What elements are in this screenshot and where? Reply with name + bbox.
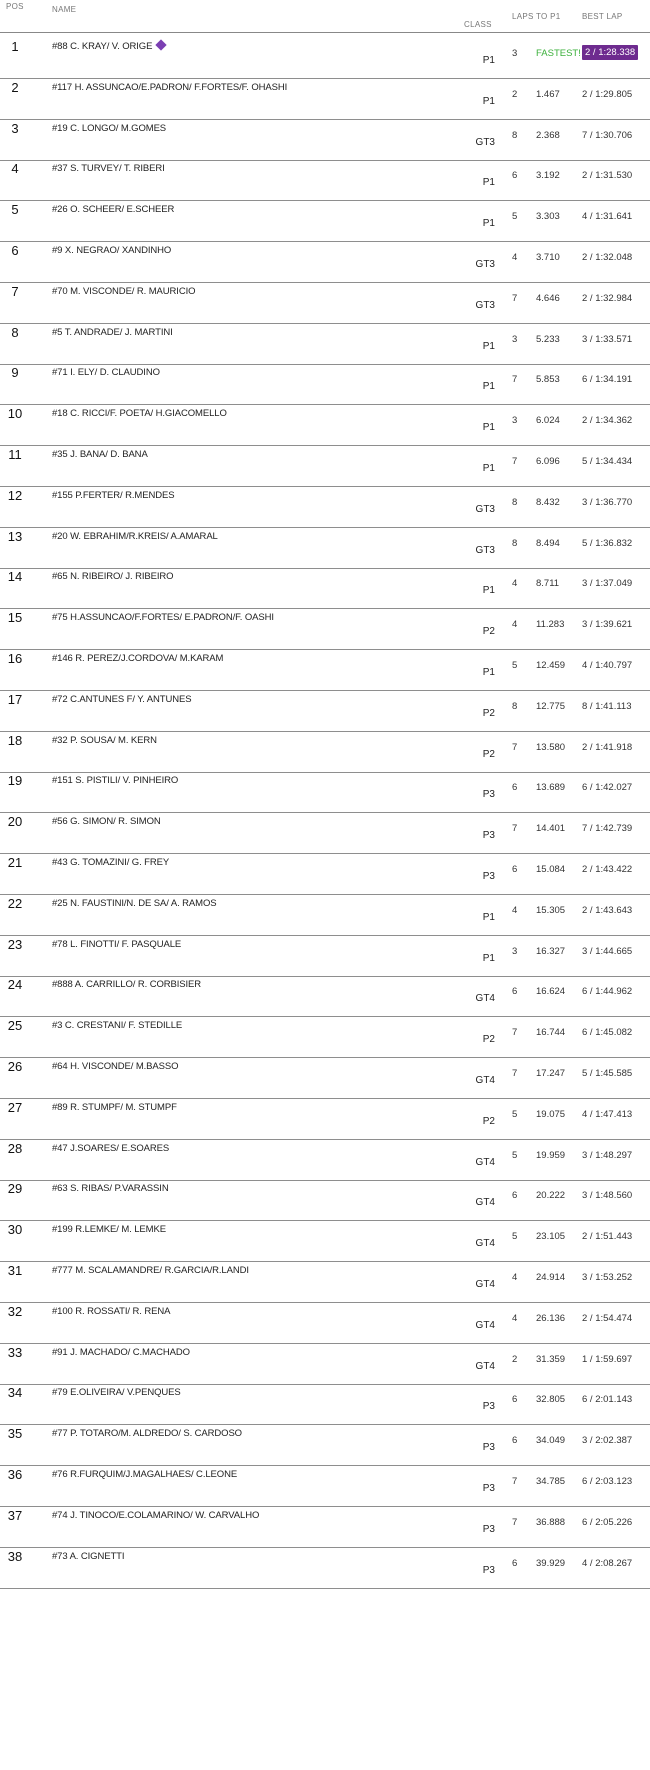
gap-to-p1-cell: 34.049	[536, 1435, 566, 1447]
driver-names-cell	[52, 735, 157, 746]
gap-to-p1-cell: 16.624	[536, 986, 566, 998]
driver-names-cell	[52, 531, 218, 542]
position-cell: 16	[7, 651, 23, 666]
driver-names-cell	[52, 612, 274, 623]
best-lap-cell: 2 / 1:32.048	[582, 252, 633, 263]
gap-to-p1-cell: 16.327	[536, 945, 566, 957]
class-cell: P2	[482, 707, 495, 719]
driver-names-text: #76 R.FURQUIM/J.MAGALHAES/ C.LEONE	[52, 1469, 238, 1480]
class-cell: GT3	[475, 544, 495, 556]
driver-names-text: #75 H.ASSUNCAO/F.FORTES/ E.PADRON/F. OASHI	[52, 612, 274, 624]
gap-to-p1-cell: 39.929	[536, 1557, 566, 1569]
driver-names-cell	[52, 367, 160, 378]
gap-to-p1-cell: 31.359	[536, 1353, 566, 1365]
position-cell: 11	[8, 447, 22, 462]
gap-to-p1-cell: 1.467	[536, 88, 560, 100]
gap-to-p1-cell: FASTEST!	[536, 48, 581, 59]
driver-names-cell	[52, 1387, 181, 1398]
driver-names-text: #20 W. EBRAHIM/R.KREIS/ A.AMARAL	[52, 530, 218, 542]
gap-to-p1-cell: 3.710	[536, 252, 560, 263]
driver-names-cell	[52, 979, 201, 990]
best-lap-cell: 2 / 1:54.474	[582, 1312, 633, 1324]
gap-to-p1-cell: 6.024	[536, 415, 560, 427]
class-cell: P3	[482, 1564, 495, 1576]
gap-to-p1-cell: 15.084	[536, 864, 566, 875]
laps-cell: 5	[512, 1149, 518, 1161]
gap-to-p1-cell: 2.368	[536, 129, 560, 141]
driver-names-text: #100 R. ROSSATI/ R. RENA	[52, 1305, 171, 1317]
driver-names-cell	[52, 571, 173, 582]
gap-to-p1-cell: 3.192	[536, 170, 560, 182]
driver-names-text: #78 L. FINOTTI/ F. PASQUALE	[52, 938, 182, 950]
best-lap-cell: 3 / 2:02.387	[582, 1435, 633, 1447]
class-cell: P1	[482, 463, 495, 474]
driver-names-text: #47 J.SOARES/ E.SOARES	[52, 1142, 170, 1154]
best-lap-cell: 4 / 1:40.797	[582, 660, 633, 671]
gap-to-p1-cell: 36.888	[536, 1516, 566, 1528]
driver-names-cell	[52, 653, 223, 664]
gap-to-p1-cell: 12.459	[536, 660, 566, 671]
laps-cell: 7	[512, 1027, 518, 1039]
driver-names-cell	[52, 1306, 170, 1317]
laps-cell: 6	[512, 1557, 518, 1569]
gap-to-p1-cell: 13.580	[536, 741, 566, 753]
driver-names-text: #74 J. TINOCO/E.COLAMARINO/ W. CARVALHO	[52, 1509, 260, 1521]
best-lap-cell: 3 / 1:48.560	[582, 1190, 633, 1202]
driver-names-cell	[52, 327, 173, 338]
driver-names-text: #37 S. TURVEY/ T. RIBERI	[52, 163, 165, 175]
class-cell: P1	[482, 55, 495, 66]
class-cell: GT3	[475, 136, 495, 148]
header-name: NAME	[52, 5, 77, 14]
class-cell: GT4	[475, 1238, 495, 1250]
laps-cell: 5	[512, 660, 518, 671]
gap-to-p1-cell: 8.711	[536, 578, 560, 590]
gap-to-p1-cell: 20.222	[536, 1190, 566, 1202]
driver-names-text: #65 N. RIBEIRO/ J. RIBEIRO	[52, 571, 174, 583]
best-lap-cell: 6 / 2:05.226	[582, 1516, 633, 1528]
driver-names-cell	[52, 449, 148, 460]
driver-names-text: #19 C. LONGO/ M.GOMES	[52, 122, 167, 134]
laps-cell: 6	[512, 170, 518, 182]
gap-to-p1-cell: 11.283	[536, 619, 565, 631]
best-lap-cell: 7 / 1:30.706	[582, 129, 633, 141]
best-lap-cell: 6 / 1:44.962	[582, 986, 633, 998]
laps-cell: 3	[512, 415, 518, 427]
class-cell: GT4	[475, 1279, 495, 1290]
position-cell: 25	[7, 1018, 23, 1034]
best-lap-cell: 6 / 2:03.123	[582, 1476, 633, 1487]
class-cell: P1	[482, 667, 495, 678]
class-cell: GT4	[475, 1197, 495, 1209]
laps-cell: 7	[512, 1516, 518, 1528]
gap-to-p1-cell: 5.853	[536, 374, 560, 386]
driver-names-text: #26 O. SCHEER/ E.SCHEER	[52, 204, 175, 216]
driver-names-cell	[52, 1224, 166, 1235]
driver-names-text: #888 A. CARRILLO/ R. CORBISIER	[52, 979, 202, 991]
table-row[interactable]	[0, 1542, 650, 1589]
class-cell: P2	[482, 1115, 495, 1127]
driver-names-cell	[52, 1143, 169, 1154]
position-cell: 14	[7, 569, 23, 585]
laps-cell: 3	[512, 945, 518, 957]
best-lap-cell: 2 / 1:29.805	[582, 88, 633, 100]
gap-to-p1-cell: 4.646	[536, 292, 560, 304]
position-cell: 28	[7, 1140, 23, 1156]
gap-to-p1-cell: 5.233	[536, 333, 560, 345]
best-lap-cell: 2 / 1:43.422	[582, 864, 633, 875]
driver-names-text: #18 C. RICCI/F. POETA/ H.GIACOMELLO	[52, 408, 227, 420]
driver-names-cell	[52, 1102, 177, 1113]
laps-cell: 6	[512, 1190, 518, 1202]
position-cell: 10	[7, 406, 23, 422]
laps-cell: 7	[512, 741, 518, 753]
driver-names-text: #151 S. PISTILI/ V. PINHEIRO	[52, 775, 179, 787]
class-cell: P3	[482, 830, 495, 842]
driver-names-text: #70 M. VISCONDE/ R. MAURICIO	[52, 285, 196, 297]
best-lap-cell: 6 / 2:01.143	[582, 1394, 633, 1406]
driver-names-text: #155 P.FERTER/ R.MENDES	[52, 489, 175, 501]
driver-names-cell	[52, 245, 171, 256]
driver-names-text: #32 P. SOUSA/ M. KERN	[52, 734, 157, 746]
gap-to-p1-cell: 16.744	[536, 1027, 566, 1039]
driver-names-text: #64 H. VISCONDE/ M.BASSO	[52, 1061, 179, 1072]
best-lap-cell: 3 / 1:33.571	[582, 333, 633, 345]
class-cell: GT3	[475, 503, 495, 515]
class-cell: P2	[482, 1034, 495, 1046]
driver-names-cell	[52, 82, 287, 93]
gap-to-p1-cell: 24.914	[536, 1272, 566, 1283]
gap-to-p1-cell: 3.303	[536, 211, 560, 223]
driver-names-cell	[52, 1551, 124, 1562]
driver-names-cell	[52, 490, 174, 501]
class-cell: P3	[482, 1401, 495, 1413]
best-lap-cell: 8 / 1:41.113	[582, 700, 632, 712]
class-cell: P2	[482, 626, 495, 638]
gap-to-p1-cell: 8.494	[536, 537, 560, 549]
best-lap-cell: 3 / 1:36.770	[582, 496, 633, 508]
laps-cell: 3	[512, 48, 518, 59]
gap-to-p1-cell: 14.401	[536, 823, 566, 835]
position-cell: 38	[7, 1548, 23, 1564]
driver-names-cell	[52, 1510, 259, 1521]
table-header	[0, 0, 650, 33]
class-cell: P3	[482, 789, 495, 801]
laps-cell: 8	[512, 537, 518, 549]
driver-names-text: #77 P. TOTARO/M. ALDREDO/ S. CARDOSO	[52, 1428, 242, 1440]
position-cell: 36	[7, 1467, 23, 1482]
laps-cell: 4	[512, 619, 518, 631]
laps-cell: 2	[512, 1353, 518, 1365]
driver-names-cell	[52, 775, 178, 786]
best-lap-cell: 6 / 1:34.191	[582, 374, 633, 386]
driver-names-cell	[52, 1183, 169, 1194]
class-cell: P3	[482, 1483, 495, 1494]
best-lap-cell: 2 / 1:31.530	[582, 170, 633, 182]
class-cell: GT3	[475, 299, 495, 311]
driver-names-cell	[52, 286, 195, 297]
laps-cell: 7	[512, 823, 518, 835]
position-cell: 8	[11, 324, 19, 340]
best-lap-cell: 7 / 1:42.739	[582, 823, 633, 835]
position-cell: 26	[7, 1059, 23, 1074]
position-cell: 22	[7, 895, 23, 911]
class-cell: P3	[482, 871, 495, 882]
class-cell: GT4	[475, 993, 495, 1005]
class-cell: P1	[482, 177, 495, 189]
class-cell: P2	[482, 748, 495, 760]
driver-names-text: #71 I. ELY/ D. CLAUDINO	[52, 367, 160, 379]
best-lap-cell: 4 / 2:08.267	[582, 1557, 633, 1569]
position-cell: 5	[11, 202, 19, 218]
gap-to-p1-cell: 17.247	[536, 1068, 566, 1079]
gap-to-p1-cell: 13.689	[536, 782, 566, 794]
laps-cell: 8	[512, 700, 518, 712]
position-cell: 23	[7, 936, 23, 952]
driver-names-text: #88 C. KRAY/ V. ORIGE	[52, 41, 153, 52]
laps-cell: 6	[512, 864, 518, 875]
driver-names-cell	[52, 1428, 242, 1439]
driver-names-text: #79 E.OLIVEIRA/ V.PENQUES	[52, 1387, 181, 1399]
laps-cell: 6	[512, 986, 518, 998]
class-cell: P1	[482, 218, 495, 230]
position-cell: 20	[7, 814, 23, 830]
laps-cell: 8	[512, 496, 518, 508]
best-lap-cell: 6 / 1:45.082	[582, 1027, 633, 1039]
laps-cell: 7	[512, 456, 518, 467]
driver-names-cell	[52, 816, 161, 827]
driver-names-cell	[52, 694, 192, 705]
laps-cell: 6	[512, 1394, 518, 1406]
driver-names-cell	[52, 1061, 178, 1072]
position-cell: 27	[7, 1099, 23, 1115]
driver-names-text: #5 T. ANDRADE/ J. MARTINI	[52, 326, 173, 338]
best-lap-cell: 2 / 1:41.918	[582, 741, 633, 753]
driver-names-text: #146 R. PEREZ/J.CORDOVA/ M.KARAM	[52, 653, 224, 664]
laps-cell: 5	[512, 211, 518, 223]
position-cell: 33	[7, 1344, 23, 1360]
best-lap-cell: 3 / 1:39.621	[582, 619, 633, 631]
class-cell: GT4	[475, 1319, 495, 1331]
position-cell: 6	[11, 243, 19, 258]
laps-cell: 8	[512, 129, 518, 141]
position-cell: 35	[7, 1426, 23, 1442]
header-class: CLASS	[464, 20, 492, 29]
best-lap-cell: 3 / 1:37.049	[582, 578, 633, 590]
position-cell: 32	[7, 1303, 23, 1319]
position-cell: 17	[7, 691, 23, 707]
position-cell: 9	[11, 365, 19, 381]
position-cell: 24	[7, 977, 23, 993]
driver-names-cell	[52, 163, 165, 174]
position-cell: 37	[7, 1507, 23, 1523]
position-cell: 31	[7, 1263, 23, 1278]
position-cell: 1	[11, 39, 19, 54]
gap-to-p1-cell: 19.959	[536, 1149, 566, 1161]
best-lap-cell: 3 / 1:53.252	[582, 1272, 633, 1283]
best-lap-cell: 5 / 1:36.832	[582, 537, 633, 549]
best-lap-cell: 2 / 1:32.984	[582, 292, 633, 304]
driver-names-cell	[52, 1347, 190, 1358]
position-cell: 18	[7, 732, 23, 748]
driver-names-text: #25 N. FAUSTINI/N. DE SA/ A. RAMOS	[52, 897, 217, 909]
gap-to-p1-cell: 6.096	[536, 456, 560, 467]
laps-cell: 3	[512, 333, 518, 345]
header-laps: LAPS	[512, 12, 534, 21]
driver-names-cell	[52, 204, 174, 215]
driver-names-text: #777 M. SCALAMANDRE/ R.GARCIA/R.LANDI	[52, 1265, 249, 1276]
position-cell: 7	[11, 283, 19, 299]
position-cell: 3	[11, 120, 19, 136]
gap-to-p1-cell: 12.775	[536, 700, 566, 712]
class-cell: P3	[482, 1523, 495, 1535]
driver-names-text: #73 A. CIGNETTI	[52, 1550, 125, 1562]
driver-names-text: #199 R.LEMKE/ M. LEMKE	[52, 1224, 166, 1236]
class-cell: P1	[482, 95, 495, 107]
position-cell: 13	[7, 528, 23, 544]
laps-cell: 4	[512, 904, 518, 916]
position-cell: 12	[7, 487, 23, 503]
laps-cell: 4	[512, 578, 518, 590]
driver-names-text: #35 J. BANA/ D. BANA	[52, 449, 148, 460]
class-cell: P1	[482, 381, 495, 393]
driver-names-text: #89 R. STUMPF/ M. STUMPF	[52, 1101, 177, 1113]
laps-cell: 7	[512, 1068, 518, 1079]
best-lap-cell: 2 / 1:51.443	[582, 1231, 633, 1243]
class-cell: GT4	[475, 1075, 495, 1086]
laps-cell: 5	[512, 1231, 518, 1243]
best-lap-cell: 5 / 1:34.434	[582, 456, 633, 467]
driver-names-text: #56 G. SIMON/ R. SIMON	[52, 816, 161, 828]
laps-cell: 4	[512, 1312, 518, 1324]
driver-names-cell	[52, 1469, 237, 1480]
driver-names-text: #63 S. RIBAS/ P.VARASSIN	[52, 1183, 169, 1195]
driver-names-text: #9 X. NEGRAO/ XANDINHO	[52, 245, 172, 256]
class-cell: P1	[482, 585, 495, 597]
best-lap-cell: 4 / 1:47.413	[582, 1108, 633, 1120]
best-lap-cell: 3 / 1:44.665	[582, 945, 633, 957]
gap-to-p1-cell: 34.785	[536, 1476, 566, 1487]
header-to-p1: TO P1	[536, 12, 561, 21]
driver-names-text: #3 C. CRESTANI/ F. STEDILLE	[52, 1020, 183, 1032]
gap-to-p1-cell: 15.305	[536, 904, 566, 916]
best-lap-cell: 4 / 1:31.641	[582, 211, 633, 223]
laps-cell: 6	[512, 1435, 518, 1447]
gap-to-p1-cell: 26.136	[536, 1312, 566, 1324]
position-cell: 2	[11, 79, 19, 95]
gap-to-p1-cell: 8.432	[536, 496, 560, 508]
gap-to-p1-cell: 32.805	[536, 1394, 566, 1406]
laps-cell: 7	[512, 1476, 518, 1487]
best-lap-cell: 2 / 1:34.362	[582, 415, 633, 427]
best-lap-cell: 1 / 1:59.697	[582, 1353, 633, 1365]
position-cell: 21	[7, 855, 23, 870]
class-cell: P1	[482, 952, 495, 964]
header-pos: POS	[6, 2, 24, 11]
driver-names-cell	[52, 939, 181, 950]
laps-cell: 6	[512, 782, 518, 794]
position-cell: 29	[7, 1181, 23, 1197]
driver-names-cell	[52, 408, 227, 419]
driver-names-cell	[52, 1020, 182, 1031]
driver-names-text: #72 C.ANTUNES F/ Y. ANTUNES	[52, 693, 192, 705]
class-cell: P1	[482, 340, 495, 352]
driver-names-cell	[52, 898, 216, 909]
laps-cell: 7	[512, 374, 518, 386]
laps-cell: 5	[512, 1108, 518, 1120]
best-lap-cell: 2 / 1:43.643	[582, 904, 633, 916]
driver-names-cell	[52, 1265, 249, 1276]
class-cell: P3	[482, 1442, 495, 1454]
driver-names-text: #117 H. ASSUNCAO/E.PADRON/ F.FORTES/F. OHASHI	[52, 81, 288, 93]
fastest-diamond-icon	[156, 39, 167, 50]
position-cell: 30	[7, 1222, 23, 1238]
driver-names-text: #91 J. MACHADO/ C.MACHADO	[52, 1346, 190, 1358]
best-lap-cell: 6 / 1:42.027	[582, 782, 633, 794]
laps-cell: 7	[512, 292, 518, 304]
position-cell: 4	[11, 161, 19, 177]
driver-names-cell	[52, 41, 165, 52]
driver-names-cell	[52, 123, 166, 134]
class-cell: P1	[482, 911, 495, 923]
class-cell: GT4	[475, 1156, 495, 1168]
laps-cell: 4	[512, 1272, 518, 1283]
best-lap-cell: 5 / 1:45.585	[582, 1068, 633, 1079]
laps-cell: 4	[512, 252, 518, 263]
gap-to-p1-cell: 19.075	[536, 1108, 566, 1120]
fastest-best-lap-badge: 2 / 1:28.338	[582, 45, 638, 60]
driver-names-cell	[52, 857, 169, 868]
class-cell: GT3	[475, 259, 495, 270]
best-lap-cell: 3 / 1:48.297	[582, 1149, 633, 1161]
laps-cell: 2	[512, 88, 518, 100]
position-cell: 19	[7, 773, 23, 789]
class-cell: P1	[482, 422, 495, 434]
position-cell: 34	[7, 1385, 23, 1401]
driver-names-text: #43 G. TOMAZINI/ G. FREY	[52, 857, 170, 868]
class-cell: GT4	[475, 1360, 495, 1372]
position-cell: 15	[7, 610, 23, 626]
gap-to-p1-cell: 23.105	[536, 1231, 566, 1243]
header-best-lap: BEST LAP	[582, 12, 623, 21]
